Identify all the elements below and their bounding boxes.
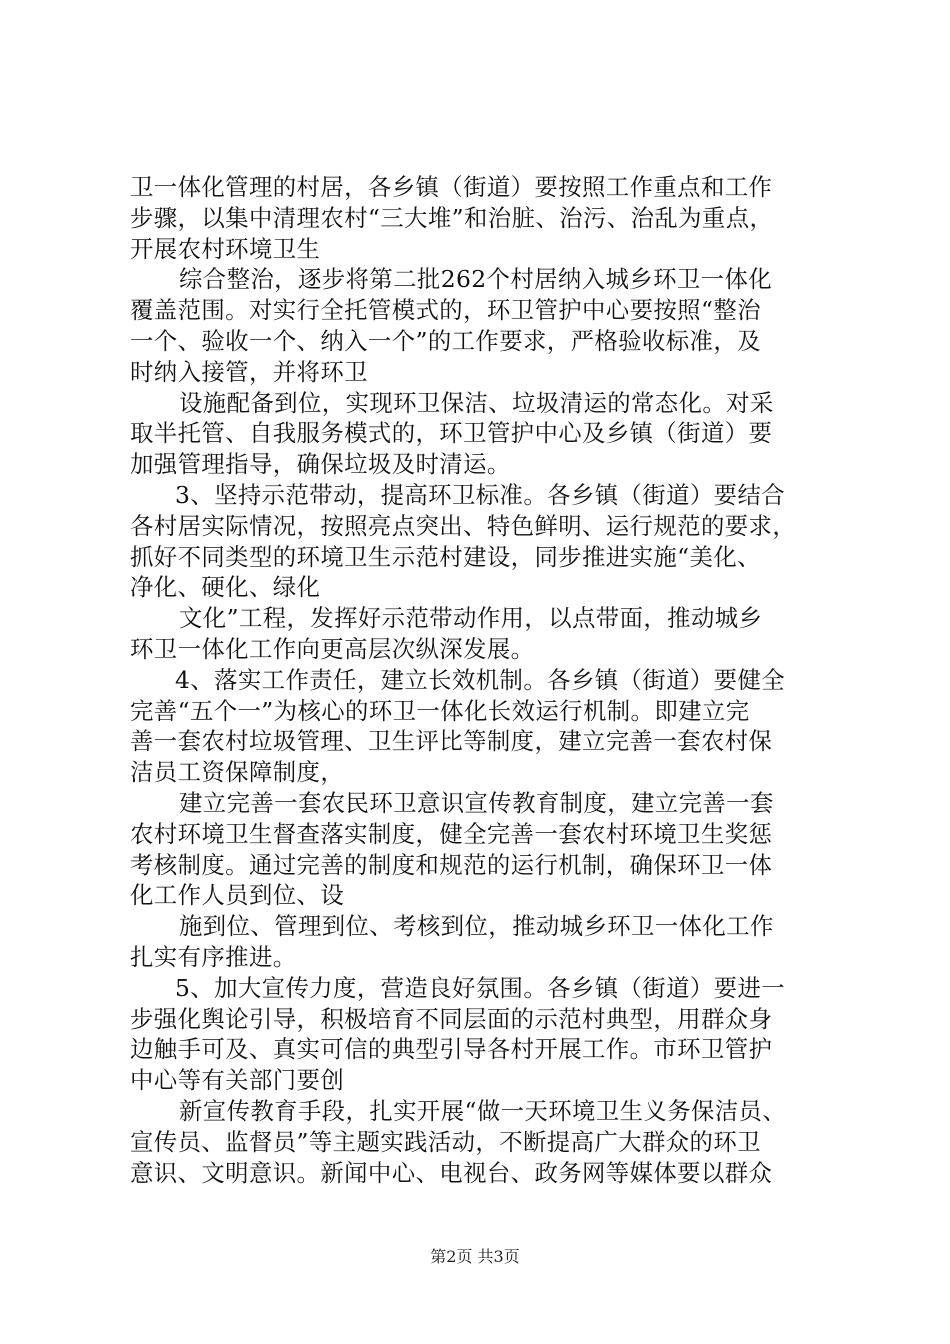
text-line: 时纳入接管，并将环卫 xyxy=(130,357,368,386)
text-line: 边触手可及、真实可信的典型引导各村开展工作。市环卫管护 xyxy=(130,1035,773,1064)
text-line: 5、加大宣传力度，营造良好氛围。各乡镇（街道）要进一 xyxy=(175,973,786,1002)
text-line: 净化、硬化、绿化 xyxy=(130,573,321,602)
text-line: 善一套农村垃圾管理、卫生评比等制度，建立完善一套农村保 xyxy=(130,727,773,756)
document-body xyxy=(130,172,830,1188)
text-line: 3、坚持示范带动，提高环卫标准。各乡镇（街道）要结合 xyxy=(175,480,786,509)
text-line: 各村居实际情况，按照亮点突出、特色鲜明、运行规范的要求， xyxy=(130,511,797,540)
page-number: 第2页 共3页 xyxy=(430,1247,520,1266)
text-line: 中心等有关部门要创 xyxy=(130,1066,345,1095)
text-line: 4、落实工作责任，建立长效机制。各乡镇（街道）要健全 xyxy=(175,665,786,694)
text-line: 综合整治，逐步将第二批262个村居纳入城乡环卫一体化 xyxy=(179,265,773,294)
text-line: 扎实有序推进。 xyxy=(130,942,297,971)
text-line: 一个、验收一个、纳入一个”的工作要求，严格验收标准，及 xyxy=(130,326,761,355)
text-line: 施到位、管理到位、考核到位，推动城乡环卫一体化工作 xyxy=(179,912,774,941)
text-line: 加强管理指导，确保垃圾及时清运。 xyxy=(130,450,511,479)
text-line: 宣传员、监督员”等主题实践活动，不断提高广大群众的环卫 xyxy=(130,1127,761,1156)
text-line: 化工作人员到位、设 xyxy=(130,881,345,910)
text-line: 环卫一体化工作向更高层次纵深发展。 xyxy=(130,634,535,663)
text-line: 建立完善一套农民环卫意识宣传教育制度，建立完善一套 xyxy=(179,788,774,817)
page-footer xyxy=(0,1244,950,1267)
text-line: 抓好不同类型的环境卫生示范村建设，同步推进实施“美化、 xyxy=(130,542,761,571)
text-line: 农村环境卫生督查落实制度，健全完善一套农村环境卫生奖惩 xyxy=(130,819,773,848)
text-line: 步强化舆论引导，积极培育不同层面的示范村典型，用群众身 xyxy=(130,1004,773,1033)
text-line: 开展农村环境卫生 xyxy=(130,234,321,263)
text-line: 取半托管、自我服务模式的，环卫管护中心及乡镇（街道）要 xyxy=(130,419,773,448)
text-line: 洁员工资保障制度， xyxy=(130,758,345,787)
text-line: 文化”工程，发挥好示范带动作用，以点带面，推动城乡 xyxy=(179,604,763,633)
text-line: 完善“五个一”为核心的环卫一体化长效运行机制。即建立完 xyxy=(130,696,750,725)
text-line: 卫一体化管理的村居，各乡镇（街道）要按照工作重点和工作 xyxy=(130,173,773,201)
text-line: 意识、文明意识。新闻中心、电视台、政务网等媒体要以群众 xyxy=(130,1158,773,1187)
text-line: 步骤，以集中清理农村“三大堆”和治脏、治污、治乱为重点， xyxy=(130,203,774,232)
text-line: 考核制度。通过完善的制度和规范的运行机制，确保环卫一体 xyxy=(130,850,773,879)
text-line: 新宣传教育手段，扎实开展“做一天环境卫生义务保洁员、 xyxy=(179,1096,787,1125)
text-line: 覆盖范围。对实行全托管模式的，环卫管护中心要按照“整治 xyxy=(130,296,761,325)
text-line: 设施配备到位，实现环卫保洁、垃圾清运的常态化。对采 xyxy=(179,388,774,417)
